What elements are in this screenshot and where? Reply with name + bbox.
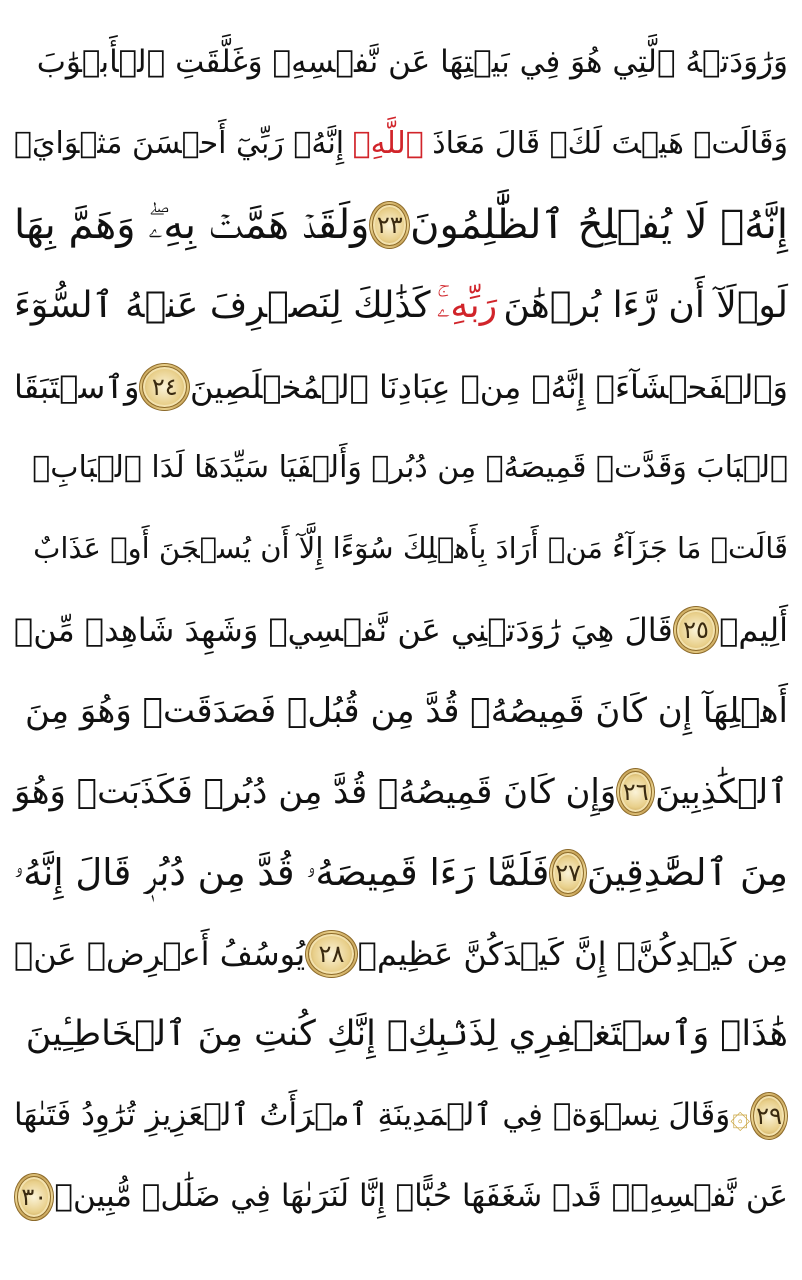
verse-line (14, 832, 788, 913)
verse-text: وَقَالَ نِسۡوَةٞ فِي ٱلۡمَدِينَةِ ٱمۡرَأَتُ ٱلۡعَزِيزِ تُرَٰوِدُ فَتَىٰهَا (14, 1097, 731, 1133)
verse-text: كَذَٰلِكَ لِنَصۡرِفَ عَنۡهُ ٱلسُّوٓءَ (14, 284, 431, 326)
highlighted-word: ٱللَّهِۖ (352, 125, 424, 161)
ayah-number-marker: ٢٨ (305, 930, 358, 978)
verse-text: ٱلۡبَابَ وَقَدَّتۡ قَمِيصَهُۥ مِن دُبُرٖ وَأَلۡفَيَا سَيِّدَهَا لَدَا ٱلۡبَابِۚ (32, 449, 788, 485)
verse-text: يُوسُفُ أَعۡرِضۡ عَنۡ (14, 934, 306, 973)
verse-text: وَقَالَتۡ هَيۡتَ لَكَۚ قَالَ مَعَاذَ (432, 125, 788, 161)
verse-text: إِنَّهُۥ لَا يُفۡلِحُ ٱلظَّٰلِمُونَ (410, 201, 788, 248)
verse-text: أَهۡلِهَآ إِن كَانَ قَمِيصُهُۥ قُدَّ مِن قُبُلٖ فَصَدَقَتۡ وَهُوَ مِنَ (24, 690, 788, 731)
ayah-number-marker: ٢٥ (673, 606, 719, 654)
ayah-number-marker: ٢٧ (549, 849, 586, 897)
verse-text: مِن كَيۡدِكُنَّۖ إِنَّ كَيۡدَكُنَّ عَظِيمٞ (357, 934, 788, 973)
verse-text: وَٱلۡفَحۡشَآءَۚ إِنَّهُۥ مِنۡ عِبَادِنَا ٱلۡمُخۡلَصِينَ (189, 367, 788, 406)
verse-line (14, 670, 788, 751)
verse-text: وَٱسۡتَبَقَا (14, 367, 140, 406)
verse-text: وَلَقَدۡ هَمَّتۡ بِهِۦۖ وَهَمَّ بِهَا (14, 201, 370, 248)
verse-line (14, 1156, 788, 1237)
ayah-number-marker: ٣٠ (14, 1173, 54, 1221)
verse-line (14, 1075, 788, 1156)
ayah-number-marker: ٢٤ (139, 363, 190, 411)
verse-text: وَرَٰوَدَتۡهُ ٱلَّتِي هُوَ فِي بَيۡتِهَا عَن نَّفۡسِهِۦ وَغَلَّقَتِ ٱلۡأَبۡوَٰبَ (36, 44, 788, 80)
verse-text: قَالَ هِيَ رَٰوَدَتۡنِي عَن نَّفۡسِيۚ وَشَهِدَ شَاهِدٞ مِّنۡ (14, 610, 673, 649)
highlighted-word: رَبِّهِۦۚ (436, 284, 498, 326)
verse-line (14, 913, 788, 994)
verse-line (14, 751, 788, 832)
verse-text: إِنَّهُۥ رَبِّيٓ أَحۡسَنَ مَثۡوَايَۖ (14, 125, 345, 161)
verse-line (14, 346, 788, 427)
verse-text: قَالَتۡ مَا جَزَآءُ مَنۡ أَرَادَ بِأَهۡلِكَ سُوٓءًا إِلَّآ أَن يُسۡجَنَ أَوۡ عَذَابٌ (33, 531, 788, 565)
verse-text: وَإِن كَانَ قَمِيصُهُۥ قُدَّ مِن دُبُرٖ فَكَذَبَتۡ وَهُوَ (14, 771, 617, 812)
hizb-mark-icon: ۞ (730, 1095, 751, 1136)
verse-line (14, 427, 788, 508)
verse-text: مِنَ ٱلصَّٰدِقِينَ (586, 851, 788, 894)
ayah-number-marker: ٢٩ (750, 1092, 788, 1140)
verse-text: فَلَمَّا رَءَا قَمِيصَهُۥ قُدَّ مِن دُبُرٖ قَالَ إِنَّهُۥ (14, 851, 550, 894)
verse-text: عَن نَّفۡسِهِۦۖ قَدۡ شَغَفَهَا حُبًّاۖ إِنَّا لَنَرَىٰهَا فِي ضَلَٰلٖ مُّبِينٖ (54, 1178, 788, 1214)
ayah-number-marker: ٢٣ (369, 201, 410, 249)
verse-line (14, 22, 788, 103)
verse-text: ٱلۡكَٰذِبِينَ (655, 771, 788, 812)
verse-line (14, 103, 788, 184)
verse-line (14, 184, 788, 265)
verse-line (14, 508, 788, 589)
ayah-number-marker: ٢٦ (616, 768, 655, 816)
verse-text: أَلِيمٞ (719, 610, 788, 649)
verse-line (14, 589, 788, 670)
verse-line (14, 265, 788, 346)
verse-lines (14, 22, 788, 1237)
verse-line (14, 994, 788, 1075)
verse-text: هَٰذَاۚ وَٱسۡتَغۡفِرِي لِذَنۢبِكِۖ إِنَّكِ كُنتِ مِنَ ٱلۡخَاطِـِٔينَ (25, 1014, 788, 1054)
verse-text: لَوۡلَآ أَن رَّءَا بُرۡهَٰنَ (503, 284, 788, 326)
